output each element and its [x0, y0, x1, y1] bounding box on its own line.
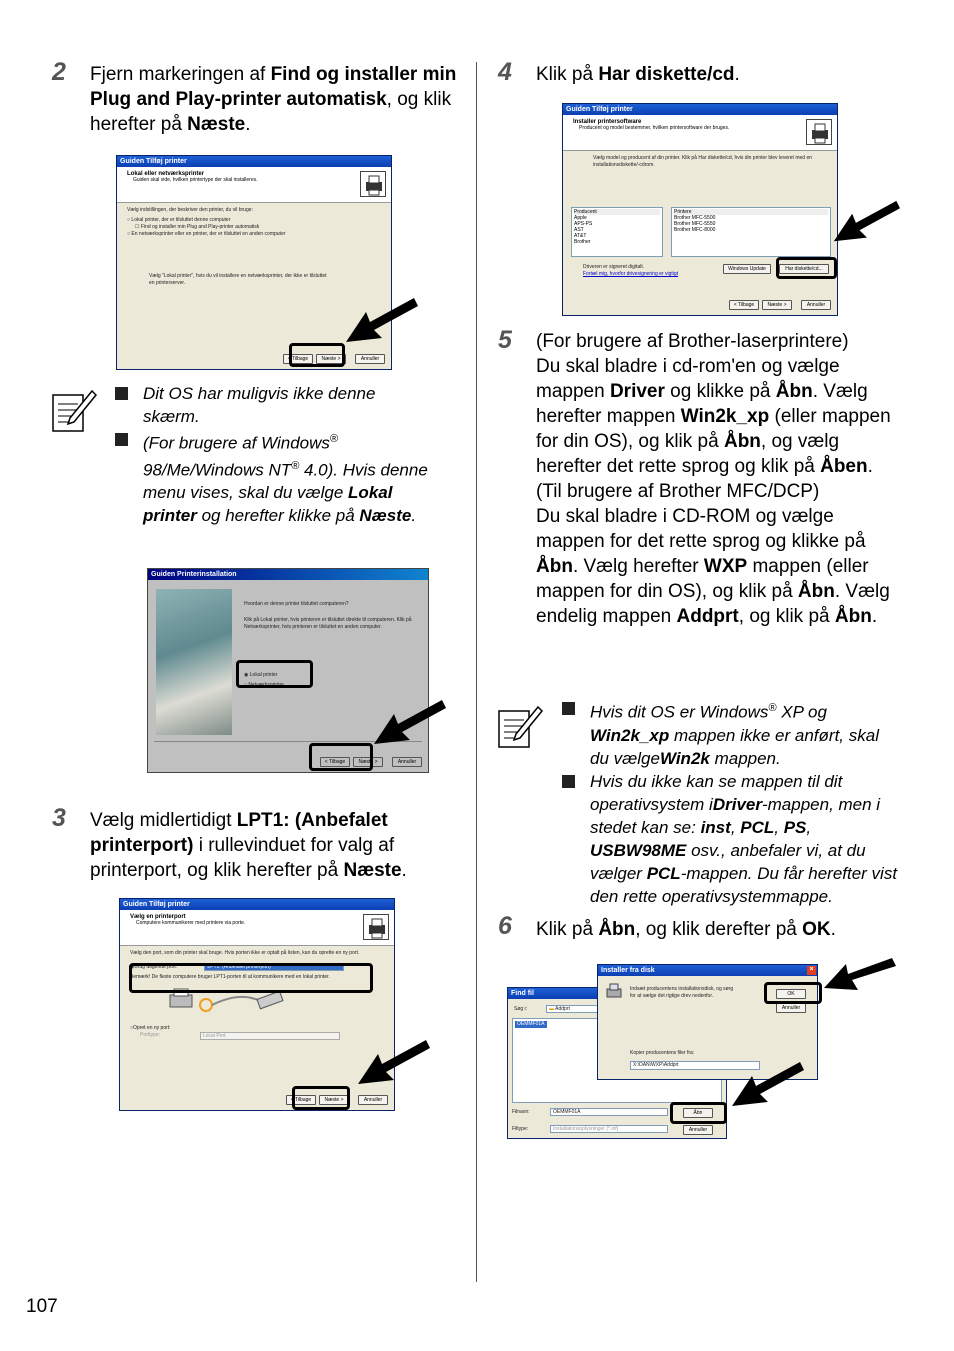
info-text: Vælg "Lokal printer", hvis du vil installere en netværksprinter, der ikke er tilsluttet en printerserver.: [149, 273, 327, 286]
dialog-title: Guiden Tilføj printer: [563, 104, 837, 115]
screenshot-find-file: Find fil Søg i: ▬ Addprt OEMMF01A Filnavn: OEMMF01A Filtype: Installationsoplysninger (*.inf) Åbn Annuller: [507, 987, 727, 1139]
screenshot-printer-installation-98: Guiden Printerinstallation Hvordan er denne printer tilsluttet computeren? Klik på Lokal printer, hvis printeren er tilsluttet direkte til computeren. Klik på Netværksprinter, hvis printeren er tilsluttet en anden computer. ◉ Lokal printer ○ Netværksprinter < Tilbage Næste > Annuller: [147, 568, 429, 773]
step-number-2: 2: [52, 58, 66, 86]
radio-new-port[interactable]: ○: [130, 1025, 134, 1031]
step-2-text: Fjern markeringen af Find og installer min Plug and Play-printer automatisk, og klik herefter på Næste.: [90, 64, 457, 135]
checkbox-plug-and-play[interactable]: ☐ Find og installer min Plug and Play-printer automatisk: [135, 224, 260, 230]
next-button[interactable]: Næste >: [316, 354, 346, 364]
step-number-3: 3: [52, 804, 66, 832]
find-cancel-button[interactable]: Annuller: [683, 1125, 713, 1135]
highlight-next-button: [292, 1086, 350, 1110]
next-button[interactable]: Næste >: [762, 300, 792, 310]
screenshot-select-printer-port: Guiden Tilføj printer Vælg en printerport Computere kommunikerer med printere via porte. Vælg den port, som din printer skal bruge. Hvis porten ikke er optalt på listen, kan du oprette en ny port. ◉ Brug følgende port: LPT1: (Anbefalet printerport) Bemærk! De fleste computere bruger LPT1-porten til at kommunikere med en lokal printer. ○ Opret en ny port: Porttype: Local Port < Tilbage Næste > Annuller: [119, 898, 395, 1111]
radio-lokal-printer[interactable]: ◉ Lokal printer: [244, 672, 278, 678]
install-cancel-button[interactable]: Annuller: [776, 1003, 806, 1013]
highlight-ok-button: [764, 982, 822, 1004]
pointer-arrow-icon: [730, 1060, 804, 1110]
screenshot-install-printer-software: Guiden Tilføj printer Installer printersoftware Producent og model bestemmer, hvilken printersoftware der bruges. Vælg model og producent af din printer. Klik på Har diskette/cd, hvis din printer blev leveret med en installationsdiskette/-cdrom. Producent Apple APS-PS AST AT&T Brother Printere Brother MFC-5500 Brother MFC-5550 Brother MFC-8000 Driveren er signeret digitalt. Fortæl mig, hvorfor drivesignering er vigtigt Windows Update Har diskette/cd... < Tilbage Næste > Annuller: [562, 103, 838, 316]
filename-input[interactable]: OEMMF01A: [550, 1108, 668, 1116]
back-button[interactable]: < Tilbage: [283, 354, 313, 364]
step-number-4: 4: [498, 58, 512, 86]
printer-list[interactable]: Printere Brother MFC-5500 Brother MFC-5550 Brother MFC-8000: [671, 207, 831, 257]
folder-icon: ▬: [549, 1006, 554, 1012]
wizard-illustration: [156, 589, 232, 735]
disk-icon: [606, 983, 622, 999]
radio-network-printer[interactable]: ○ Netværksprinter: [244, 682, 284, 688]
dialog-title: Find fil: [508, 988, 726, 999]
open-button[interactable]: Åbn: [683, 1108, 713, 1118]
cancel-button[interactable]: Annuller: [392, 757, 422, 767]
bullet-square-icon: [562, 702, 575, 715]
back-button[interactable]: < Tilbage: [320, 757, 350, 767]
screenshot-install-from-disk: Installer fra disk × Indsæt producentens installationsdisk, og sørg for at vælge det rigtige drev nedenfor. OK Annuller Kopier producentens filer fra: X:\DAN\WXP\Addprt: [597, 964, 818, 1080]
step-number-5: 5: [498, 326, 512, 354]
step-6-text: Klik på Åbn, og klik derefter på OK.: [536, 919, 836, 940]
highlight-have-disk-button: [776, 257, 837, 279]
highlight-lokal-printer: [236, 660, 313, 688]
page-number: 107: [26, 1296, 58, 1317]
back-button[interactable]: < Tilbage: [286, 1095, 316, 1105]
cancel-button[interactable]: Annuller: [358, 1095, 388, 1105]
printer-wizard-icon: [360, 171, 386, 197]
radio-local-printer[interactable]: ○ Lokal printer, der er tilsluttet denne computer: [127, 217, 231, 223]
note-pencil-icon: [50, 388, 98, 434]
close-icon[interactable]: ×: [807, 966, 816, 975]
pointer-arrow-icon: [356, 1038, 430, 1088]
step-number-6: 6: [498, 912, 512, 940]
dialog-title: Guiden Tilføj printer: [120, 899, 394, 910]
printer-wizard-icon: [806, 119, 832, 145]
step-5-text: (For brugere af Brother-laserprintere) Du skal bladre i cd-rom'en og vælge mappen Driver og klikke på Åbn. Vælg herefter mappen Win2k_xp (eller mappen for din OS), og klik på Åbn, og vælg herefter det rette sprog og klik på Åben. (Til brugere af Brother MFC/DCP) Du skal bladre i CD-ROM og vælge mappen for det rette sprog og klikke på Åbn. Vælg herefter WXP mappen (eller mappen for din OS), og klik på Åbn. Vælg endelig mappen Addprt, og klik på Åbn.: [536, 331, 891, 627]
pointer-arrow-icon: [832, 196, 900, 248]
port-select[interactable]: LPT1: (Anbefalet printerport): [204, 963, 344, 971]
highlight-port-select: [129, 963, 373, 993]
column-divider: [476, 62, 477, 1282]
bullet-square-icon: [562, 775, 575, 788]
highlight-next-button: [309, 743, 373, 771]
note-2: Hvis dit OS er Windows® XP og Win2k_xp mappen ikke er anført, skal du vælgeWin2k mappen. Hvis du ikke kan se mappen til dit operativsystem iDriver-mappen, men i stedet kan se: inst, PCL, PS, USBW98ME osv., anbefaler vi, at du vælger PCL-mappen. Du får herefter vist den rette operativsystemmappe.: [562, 697, 902, 908]
step-4-text: Klik på Har diskette/cd.: [536, 64, 740, 85]
screenshot-add-printer-local-network: Guiden Tilføj printer Lokal eller netværksprinter Guiden skal vide, hvilken printertype der skal installeres. Vælg indstillingen, der beskriver den printer, du vil bruge: ○ Lokal printer, der er tilsluttet denne computer ☐ Find og installer min Plug and Play-printer automatisk ○ En netværksprinter eller en printer, der er tilsluttet en anden computer Vælg "Lokal printer", hvis du vil installere en netværksprinter, der ikke er tilsluttet en printerserver. < Tilbage Næste > Annuller: [116, 155, 392, 370]
radio-use-port[interactable]: ◉: [130, 963, 135, 970]
back-button[interactable]: < Tilbage: [729, 300, 759, 310]
ok-button[interactable]: OK: [776, 989, 806, 999]
next-button[interactable]: Næste >: [353, 757, 383, 767]
note-1: Dit OS har muligvis ikke denne skærm. (For brugere af Windows® 98/Me/Windows NT® 4.0). Hvis denne menu vises, skal du vælge Lokal printer og herefter klikke på Næste.: [115, 382, 435, 527]
highlight-open-button: [670, 1102, 727, 1124]
bullet-square-icon: [115, 387, 128, 400]
pointer-arrow-icon: [822, 954, 896, 994]
printer-wizard-icon: [363, 914, 389, 940]
windows-update-button[interactable]: Windows Update: [723, 264, 771, 274]
pointer-arrow-icon: [372, 698, 446, 748]
have-disk-button[interactable]: Har diskette/cd...: [779, 264, 829, 274]
pointer-arrow-icon: [344, 296, 418, 346]
cancel-button[interactable]: Annuller: [355, 354, 385, 364]
bullet-square-icon: [115, 433, 128, 446]
copy-from-input[interactable]: X:\DAN\WXP\Addprt: [630, 1061, 760, 1070]
highlight-next-button: [289, 343, 345, 367]
dialog-title: Guiden Tilføj printer: [117, 156, 391, 167]
filetype-select[interactable]: Installationsoplysninger (*.inf): [550, 1125, 668, 1133]
radio-network-printer[interactable]: ○ En netværksprinter eller en printer, der er tilsluttet en anden computer: [127, 231, 286, 237]
note-pencil-icon: [496, 704, 544, 750]
dialog-title: Guiden Printerinstallation: [148, 569, 428, 580]
manufacturer-list[interactable]: Producent Apple APS-PS AST AT&T Brother: [571, 207, 663, 257]
next-button[interactable]: Næste >: [319, 1095, 349, 1105]
driver-signing-link[interactable]: Fortæl mig, hvorfor drivesignering er vigtigt: [583, 271, 679, 277]
step-3-text: Vælg midlertidigt LPT1: (Anbefalet printerport) i rullevinduet for valg af printerport, og klik herefter på Næste.: [90, 810, 407, 881]
cancel-button[interactable]: Annuller: [801, 300, 831, 310]
file-item[interactable]: OEMMF01A: [517, 1021, 545, 1027]
look-in-select[interactable]: ▬ Addprt: [546, 1005, 606, 1013]
port-type-select[interactable]: Local Port: [200, 1032, 340, 1040]
